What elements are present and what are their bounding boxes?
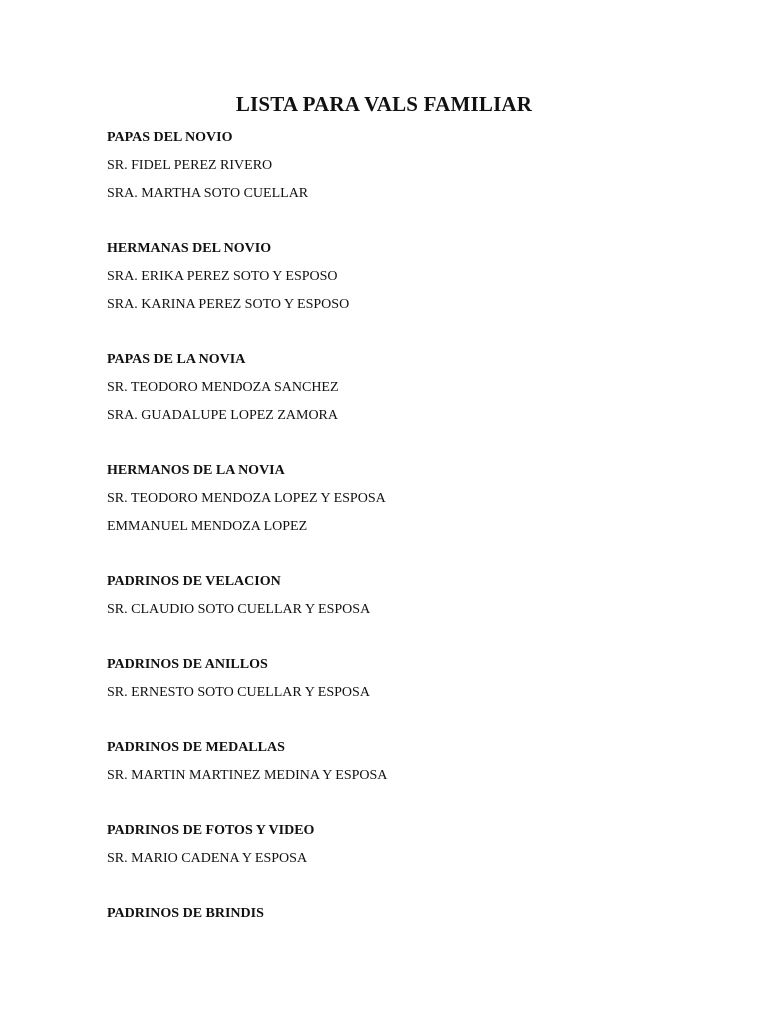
section-heading: HERMANAS DEL NOVIO: [107, 241, 272, 256]
list-item: SR. TEODORO MENDOZA LOPEZ Y ESPOSA: [107, 491, 386, 506]
section-padrinos-de-anillos: [107, 655, 707, 711]
section-padrinos-de-brindis: [107, 904, 707, 932]
list-item: SR. TEODORO MENDOZA SANCHEZ: [107, 380, 339, 395]
section-heading: PADRINOS DE ANILLOS: [107, 657, 268, 672]
section-papas-de-la-novia: [107, 350, 707, 434]
list-item: SRA. KARINA PEREZ SOTO Y ESPOSO: [107, 297, 350, 312]
section-padrinos-de-medallas: [107, 738, 707, 794]
section-papas-del-novio: [107, 128, 707, 212]
section-heading: PADRINOS DE FOTOS Y VIDEO: [107, 823, 315, 838]
list-item: SRA. MARTHA SOTO CUELLAR: [107, 186, 309, 201]
section-heading: PADRINOS DE BRINDIS: [107, 906, 264, 921]
list-item: SR. CLAUDIO SOTO CUELLAR Y ESPOSA: [107, 602, 371, 617]
section-hermanos-de-la-novia: [107, 461, 707, 545]
list-item: SR. FIDEL PEREZ RIVERO: [107, 158, 273, 173]
section-padrinos-de-fotos-y-video: [107, 821, 707, 877]
list-item: EMMANUEL MENDOZA LOPEZ: [107, 519, 308, 534]
list-item: SRA. ERIKA PEREZ SOTO Y ESPOSO: [107, 269, 338, 284]
section-heading: PAPAS DE LA NOVIA: [107, 352, 246, 367]
section-heading: HERMANOS DE LA NOVIA: [107, 463, 285, 478]
section-hermanas-del-novio: [107, 239, 707, 323]
section-heading: PADRINOS DE MEDALLAS: [107, 740, 285, 755]
list-item: SR. MARTIN MARTINEZ MEDINA Y ESPOSA: [107, 768, 388, 783]
section-heading: PAPAS DEL NOVIO: [107, 130, 233, 145]
list-item: SR. MARIO CADENA Y ESPOSA: [107, 851, 308, 866]
section-heading: PADRINOS DE VELACION: [107, 574, 281, 589]
guest-list: [107, 128, 707, 959]
document-title: LISTA PARA VALS FAMILIAR: [235, 92, 533, 116]
list-item: SRA. GUADALUPE LOPEZ ZAMORA: [107, 408, 339, 423]
list-item: SR. ERNESTO SOTO CUELLAR Y ESPOSA: [107, 685, 370, 700]
section-padrinos-de-velacion: [107, 572, 707, 628]
